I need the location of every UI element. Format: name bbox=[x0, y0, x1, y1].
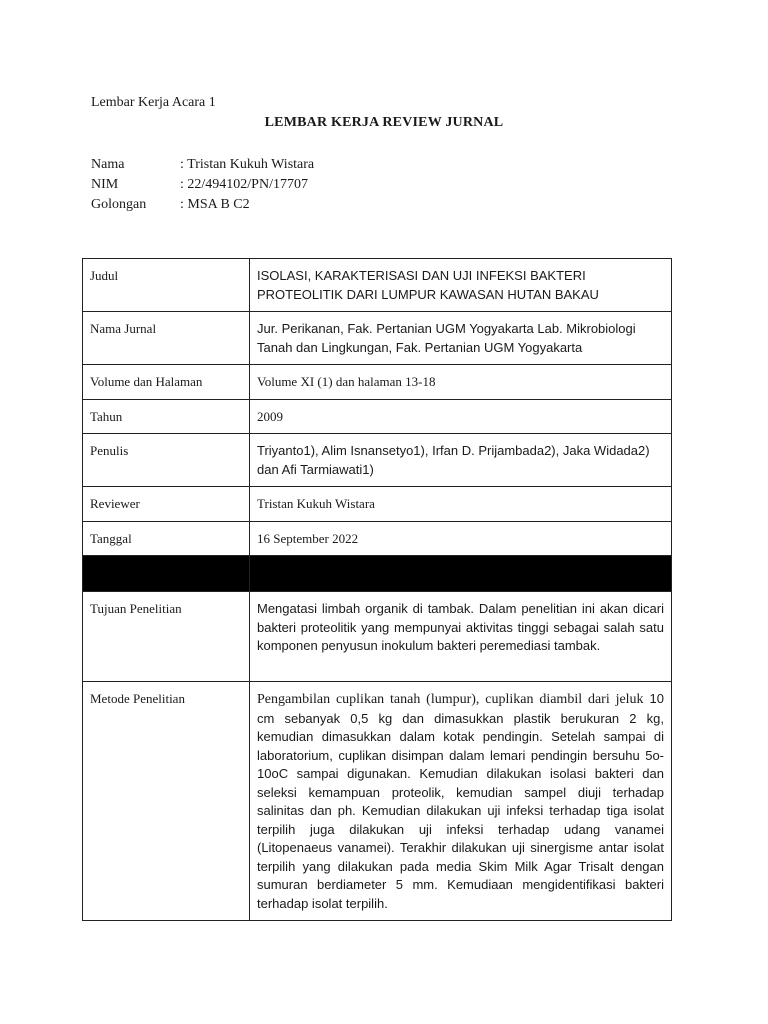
judul-value: ISOLASI, KARAKTERISASI DAN UJI INFEKSI BAKTERI PROTEOLITIK DARI LUMPUR KAWASAN HUTAN BAKAU bbox=[250, 259, 672, 312]
row-label: Metode Penelitian bbox=[83, 682, 250, 921]
info-row-nama bbox=[91, 155, 314, 175]
tanggal-value: 16 September 2022 bbox=[250, 521, 672, 556]
table-row bbox=[83, 312, 672, 365]
metode-value-sans: 10 cm sebanyak 0,5 kg dan dimasukkan plastik berukuran 2 kg, kemudian dimasukkan dalam kotak pendingin. Setelah sampai di laboratorium, cuplikan disimpan dalam lemari pendingin bersuhu 5o-10oC sampai digunakan. Kemudian dilakukan isolasi bakteri dan seleksi kemampuan proteolik, kemudian sampel diuji terhadap salinitas dan ph. Kemudian dilakukan uji infeksi terhadap tiga isolat terpilih juga dilakukan uji infeksi terhadap udang vanamei (Litopenaeus vanamei). Terakhir dilakukan uji sinergisme antar isolat terpilih yang dilakukan pada media Skim Milk Agar Trisalt dengan sumuran berdiameter 5 mm. Kemudiaan mengidentifikasi bakteri terhadap isolat terpilih. bbox=[257, 691, 664, 911]
nama-jurnal-value: Jur. Perikanan, Fak. Pertanian UGM Yogyakarta Lab. Mikrobiologi Tanah dan Lingkungan, Fak. Pertanian UGM Yogyakarta bbox=[250, 312, 672, 365]
table-row bbox=[83, 592, 672, 682]
row-label: Reviewer bbox=[83, 487, 250, 522]
divider-cell bbox=[83, 556, 250, 592]
volume-value: Volume XI (1) dan halaman 13-18 bbox=[250, 365, 672, 400]
tahun-value: 2009 bbox=[250, 399, 672, 434]
table-row bbox=[83, 487, 672, 522]
info-row-golongan bbox=[91, 195, 314, 215]
worksheet-subtitle: Lembar Kerja Acara 1 bbox=[91, 95, 216, 110]
row-label: Tahun bbox=[83, 399, 250, 434]
student-info bbox=[91, 155, 314, 215]
row-label: Judul bbox=[83, 259, 250, 312]
info-label: Golongan bbox=[91, 197, 147, 212]
divider-cell bbox=[250, 556, 672, 592]
reviewer-value: Tristan Kukuh Wistara bbox=[250, 487, 672, 522]
info-value: : Tristan Kukuh Wistara bbox=[180, 157, 315, 172]
tujuan-value: Mengatasi limbah organik di tambak. Dalam penelitian ini akan dicari bakteri proteolitik yang mempunyai aktivitas tinggi sebagai salah satu komponen penyusun inokulum bakteri peremediasi tambak. bbox=[250, 592, 672, 682]
metode-value-serif: Pengambilan cuplikan tanah (lumpur), cuplikan diambil dari jeluk bbox=[257, 692, 644, 707]
info-label: NIM bbox=[91, 177, 119, 192]
table-row bbox=[83, 259, 672, 312]
info-row-nim bbox=[91, 175, 314, 195]
penulis-value: Triyanto1), Alim Isnansetyo1), Irfan D. Prijambada2), Jaka Widada2) dan Afi Tarmiawati1) bbox=[250, 434, 672, 487]
row-label: Nama Jurnal bbox=[83, 312, 250, 365]
row-label: Tanggal bbox=[83, 521, 250, 556]
table-row bbox=[83, 399, 672, 434]
review-table bbox=[82, 258, 672, 921]
row-label: Tujuan Penelitian bbox=[83, 592, 250, 682]
row-label: Penulis bbox=[83, 434, 250, 487]
row-label: Volume dan Halaman bbox=[83, 365, 250, 400]
info-value: : 22/494102/PN/17707 bbox=[180, 177, 308, 192]
table-row bbox=[83, 434, 672, 487]
info-label: Nama bbox=[91, 157, 125, 172]
table-row bbox=[83, 682, 672, 921]
document-title: LEMBAR KERJA REVIEW JURNAL bbox=[264, 115, 504, 130]
table-row bbox=[83, 365, 672, 400]
section-divider-row bbox=[83, 556, 672, 592]
info-value: : MSA B C2 bbox=[180, 197, 250, 212]
metode-value bbox=[250, 682, 672, 921]
table-row bbox=[83, 521, 672, 556]
